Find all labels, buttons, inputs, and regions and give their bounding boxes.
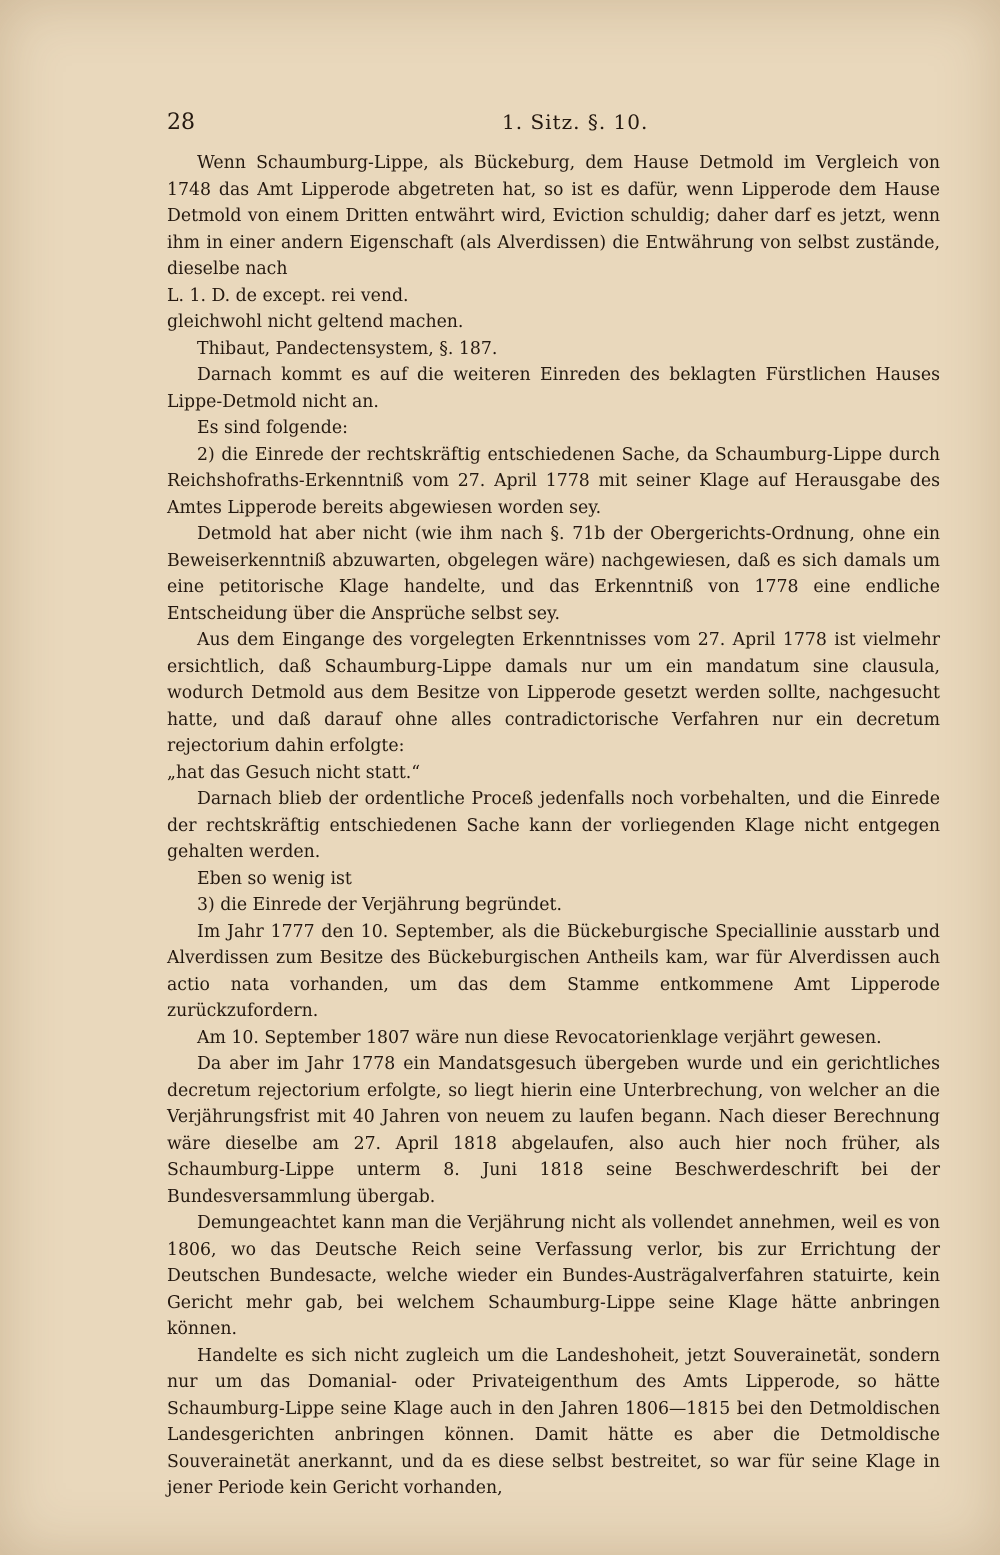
paragraph: Da aber im Jahr 1778 ein Mandatsgesuch übergeben wurde und ein gerichtliches decretum rejectorium erfolgte, so liegt hierin eine Unterbrechung, von welcher an die Verjährungsfrist mit 40 Jahren von neuem zu laufen begann. Nach dieser Berechnung wäre dieselbe am 27. April 1818 abgelaufen, also auch hier noch früher, als Schaumburg-Lippe unterm 8. Juni 1818 seine Beschwerdeschrift bei der Bundesversammlung übergab. [167,1054,940,1207]
running-head: 1. Sitz. §. 10. [502,110,649,134]
paragraph: Darnach kommt es auf die weiteren Einreden des beklagten Fürstlichen Hauses Lippe-Detmold nicht an. [167,365,940,412]
paragraph: 3) die Einrede der Verjährung begründet. [197,895,562,915]
paragraph: Eben so wenig ist [197,868,352,889]
paragraph: Es sind folgende: [197,418,348,438]
paragraph: Im Jahr 1777 den 10. September, als die Bückeburgische Speciallinie ausstarb und Alverdissen zum Besitze des Bückeburgischen Antheils kam, war für Alverdissen auch actio nata vorhanden, um das dem Stamme entkommene Amt Lipperode zurückzufordern. [167,921,940,1021]
paragraph: Aus dem Eingange des vorgelegten Erkenntnisses vom 27. April 1778 ist vielmehr ersichtlich, daß Schaumburg-Lippe damals nur um ein mandatum sine clausula, wodurch Detmold aus dem Besitze von Lipperode gesetzt werden sollte, nachgesucht hatte, und daß darauf ohne alles contradictorische Verfahren nur ein decretum rejectorium dahin erfolgte: [167,630,940,756]
paragraph: Demungeachtet kann man die Verjährung nicht als vollendet annehmen, weil es von 1806, wo das Deutsche Reich seine Verfassung verlor, bis zur Errichtung der Deutschen Bundesacte, welche wieder ein Bundes-Austrägalverfahren statuirte, kein Gericht mehr gab, bei welchem Schaumburg-Lippe seine Klage hätte anbringen können. [167,1213,940,1339]
paragraph: 2) die Einrede der rechtskräftig entschiedenen Sache, da Schaumburg-Lippe durch Reichshofraths-Erkenntniß vom 27. April 1778 mit seiner Klage auf Herausgabe des Amtes Lipperode bereits abgewiesen worden sey. [167,444,940,518]
paragraph: Handelte es sich nicht zugleich um die Landeshoheit, jetzt Souverainetät, sondern nur um das Domanial- oder Privateigenthum des Amts Lipperode, so hätte Schaumburg-Lippe seine Klage auch in den Jahren 1806—1815 bei den Detmoldischen Landesgerichten anbringen können. Damit hätte es aber die Detmoldische Souverainetät anerkannt, und da es diese selbst bestreitet, so war für seine Klage in jener Periode kein Gericht vorhanden, [167,1345,940,1498]
paragraph: Darnach blieb der ordentliche Proceß jedenfalls noch vorbehalten, und die Einrede der rechtskräftig entschiedenen Sache kann der vorliegenden Klage nicht entgegen gehalten werden. [167,789,940,862]
page-number: 28 [167,110,195,135]
paragraph: Detmold hat aber nicht (wie ihm nach §. 71b der Obergerichts-Ordnung, ohne ein Beweiserkenntniß abzuwarten, obgelegen wäre) nachgewiesen, daß es sich damals um eine petitorische Klage handelte, und das Erkenntniß von 1778 eine endliche Entscheidung über die Ansprüche selbst sey. [167,524,940,624]
paragraph: Am 10. September 1807 wäre nun diese Revocatorienklage verjährt gewesen. [197,1027,882,1048]
paragraph: Thibaut, Pandectensystem, §. 187. [197,338,498,359]
paragraph: „hat das Gesuch nicht statt.“ [167,762,421,783]
paragraph: Wenn Schaumburg-Lippe, als Bückeburg, dem Hause Detmold im Vergleich von 1748 das Amt Lipperode abgetreten hat, so ist es dafür, wenn Lipperode dem Hause Detmold von einem Dritten entwährt wird, Eviction schuldig; daher darf es jetzt, wenn ihm in einer andern Eigenschaft (als Alverdissen) die Entwährung von selbst zustände, dieselbe nach [167,153,940,279]
body-text [167,150,940,1502]
paragraph: L. 1. D. de except. rei vend. [167,285,409,306]
page-header [167,110,940,144]
paragraph: gleichwohl nicht geltend machen. [167,312,464,332]
